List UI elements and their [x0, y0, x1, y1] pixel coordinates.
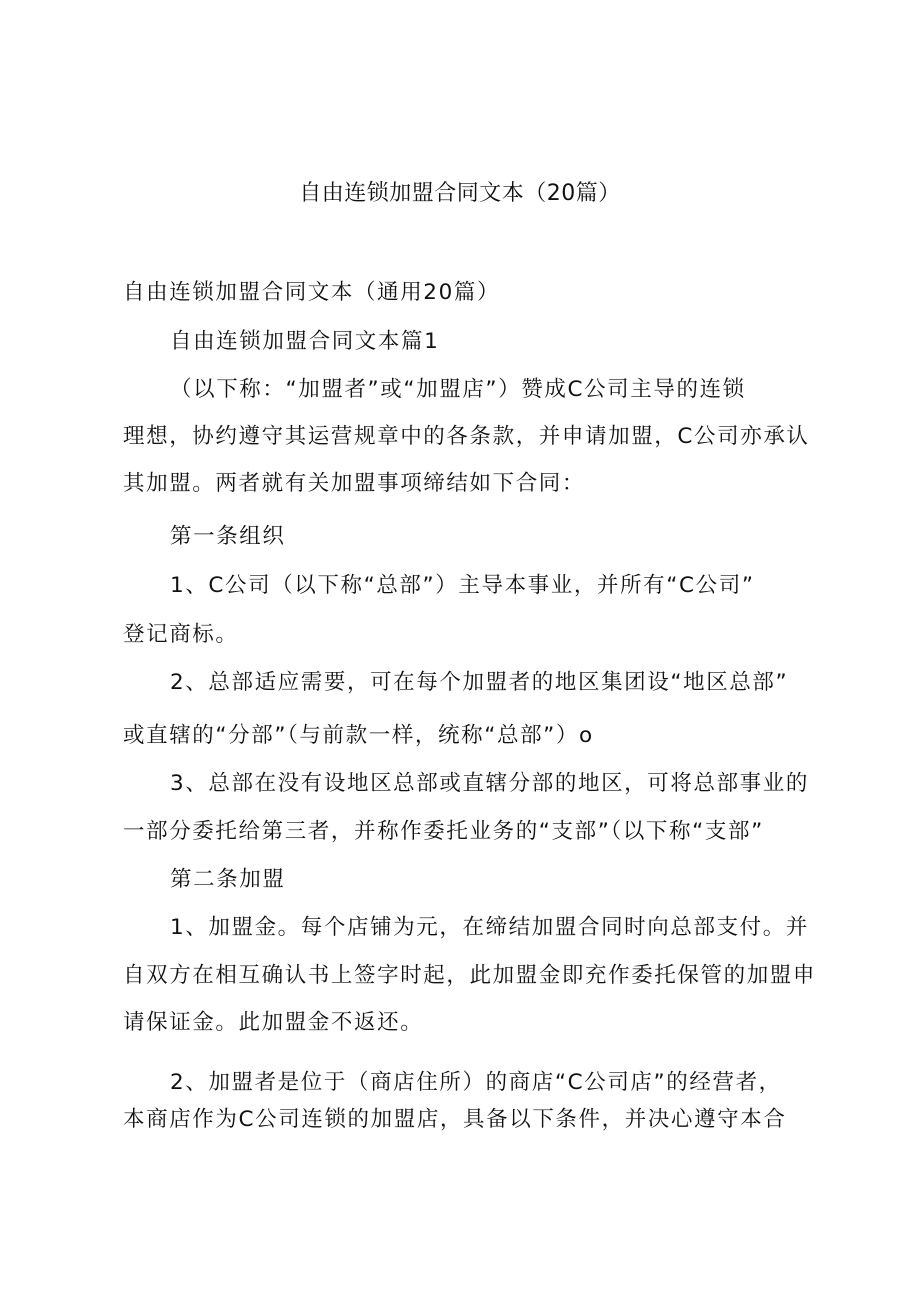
paragraph-line: 3、总部在没有设地区总部或直辖分部的地区，可将总部事业的 — [170, 771, 809, 796]
section-heading: 自由连锁加盟合同文本篇1 — [170, 329, 440, 354]
subtitle: 自由连锁加盟合同文本（通用20篇） — [123, 280, 501, 305]
paragraph-line: 本商店作为C公司连锁的加盟店，具备以下条件，并决心遵守本合 — [123, 1107, 787, 1132]
paragraph-line: 2、加盟者是位于（商店住所）的商店“C公司店”的经营者， — [170, 1070, 782, 1095]
paragraph-line: 登记商标。 — [123, 622, 239, 647]
paragraph-line: （以下称：“加盟者”或“加盟店”）赞成C公司主导的连锁 — [170, 377, 746, 402]
paragraph-line: 请保证金。此加盟金不返还。 — [123, 1010, 424, 1035]
paragraph-line: 理想，协约遵守其运营规章中的各条款，并申请加盟，C公司亦承认 — [123, 424, 810, 449]
paragraph-line: 其加盟。两者就有关加盟事项缔结如下合同： — [123, 471, 586, 496]
paragraph-line: 一部分委托给第三者，并称作委托业务的“支部”（以下称“支部” — [123, 819, 764, 844]
paragraph-line: 或直辖的“分部”（与前款一样，统称“总部”）o — [123, 723, 594, 748]
article-heading: 第一条组织 — [170, 524, 286, 549]
article-heading: 第二条加盟 — [170, 867, 286, 892]
paragraph-line: 1、C公司（以下称“总部”）主导本事业，并所有“C公司” — [170, 573, 755, 598]
document-title: 自由连锁加盟合同文本（20篇） — [299, 181, 621, 206]
paragraph-line: 自双方在相互确认书上签字时起，此加盟金即充作委托保管的加盟申 — [123, 963, 817, 988]
paragraph-line: 2、总部适应需要，可在每个加盟者的地区集团设“地区总部” — [170, 670, 789, 695]
paragraph-line: 1、加盟金。每个店铺为元，在缔结加盟合同时向总部支付。并 — [170, 915, 809, 940]
